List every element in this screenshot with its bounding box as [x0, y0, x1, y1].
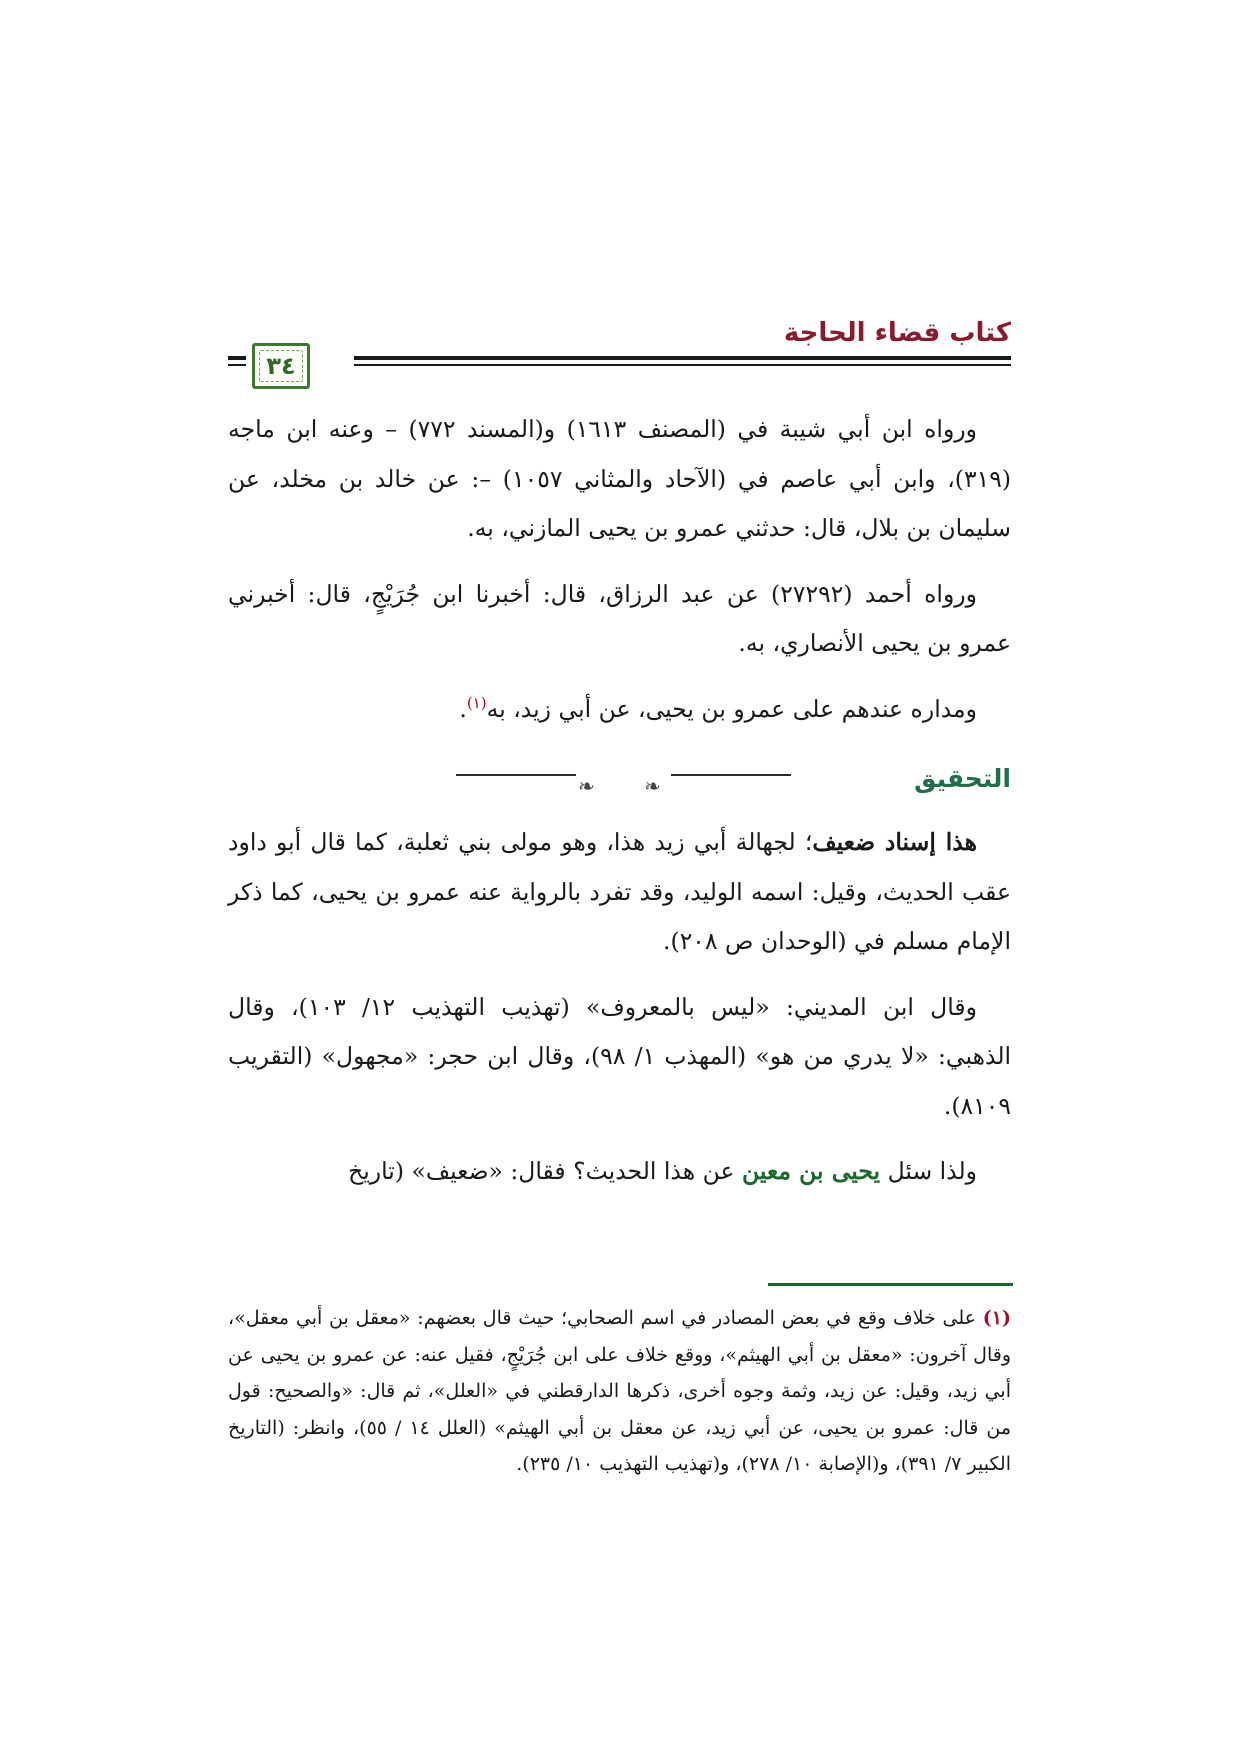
- divider-line-left: [456, 774, 576, 776]
- paragraph-3-end: .: [459, 694, 467, 723]
- header-rule-left: [228, 356, 246, 360]
- paragraph-5: وقال ابن المديني: «ليس بالمعروف» (تهذيب التهذيب ١٢/ ١٠٣)، وقال الذهبي: «لا يدري من هو» (المهذب ١/ ٩٨)، وقال ابن حجر: «مجهول» (التقريب ٨١٠٩).: [228, 992, 1012, 1120]
- paragraph-6-name: يحيى بن معين: [742, 1157, 881, 1185]
- paragraph-1: ورواه ابن أبي شيبة في (المصنف ١٦١٣) و(المسند ٧٧٢) – وعنه ابن ماجه (٣١٩)، وابن أبي عاصم في (الآحاد والمثاني ١٠٥٧) –: عن خالد بن مخلد، عن سليمان بن بلال، قال: حدثني عمرو بن يحيى المازني، به.: [228, 415, 1011, 542]
- paragraph-3: [228, 685, 1011, 735]
- page-number: ٣٤: [266, 352, 296, 380]
- paragraph-6: [228, 1147, 1011, 1197]
- paragraph-4-bold: هذا إسناد ضعيف: [812, 828, 978, 856]
- divider-ornament-left-icon: ❧: [578, 774, 595, 798]
- paragraph-4: [228, 818, 1011, 967]
- footnote-1: [228, 1300, 1011, 1483]
- section-title: التحقيق: [914, 764, 1011, 793]
- header-rule-top: [354, 356, 1011, 360]
- footnote-1-number: (١): [982, 1307, 1011, 1329]
- paragraph-4-rest: ؛ لجهالة أبي زيد هذا، وهو مولى بني ثعلبة، كما قال أبو داود عقب الحديث، وقيل: اسمه الوليد، وقد تفرد بالرواية عنه عمرو بن يحيى، كما ذكر الإمام مسلم في (الوحدان ص ٢٠٨).: [228, 828, 1011, 955]
- footnote-rule: [768, 1283, 1013, 1286]
- footnote-1-text: على خلاف وقع في بعض المصادر في اسم الصحابي؛ حيث قال بعضهم: «معقل بن أبي معقل»، وقال آخرون: «معقل بن أبي الهيثم»، ووقع خلاف على ابن جُرَيْجٍ، فقيل عنه: عن عمرو بن يحيى عن أبي زيد، وقيل: عن زيد، وثمة وجوه أخرى، ذكرها الدارقطني في «العلل»، ثم قال: «والصحيح: قول من قال: عمرو بن يحيى، عن أبي زيد، عن معقل بن أبي الهيثم» (العلل ١٤ / ٥٥)، وانظر: (التاريخ الكبير ٧/ ٣٩١)، و(الإصابة ١٠/ ٢٧٨)، و(تهذيب التهذيب ١٠/ ٢٣٥).: [228, 1307, 1011, 1475]
- page-number-badge: [252, 343, 310, 389]
- paragraph-3-text: ومداره عندهم على عمرو بن يحيى، عن أبي زيد، به: [486, 694, 977, 723]
- main-content: [228, 405, 1011, 1213]
- paragraph-6-rest: عن هذا الحديث؟ فقال: «ضعيف» (تاريخ: [348, 1157, 742, 1185]
- paragraph-2: ورواه أحمد (٢٧٢٩٢) عن عبد الرزاق، قال: أخبرنا ابن جُرَيْجٍ، قال: أخبرني عمرو بن يحيى الأنصاري، به.: [228, 579, 1011, 657]
- page-header: [228, 318, 1011, 388]
- paragraph-6-start: ولذا سئل: [880, 1157, 977, 1185]
- footnote-ref-1: (١): [466, 693, 487, 712]
- header-rule-bottom: [354, 364, 1011, 366]
- book-title: كتاب قضاء الحاجة: [783, 318, 1011, 348]
- header-rule-left-bottom: [228, 364, 246, 366]
- divider-ornament-right-icon: ❧: [644, 774, 661, 798]
- footnotes: [228, 1300, 1011, 1483]
- section-divider: [228, 748, 1011, 800]
